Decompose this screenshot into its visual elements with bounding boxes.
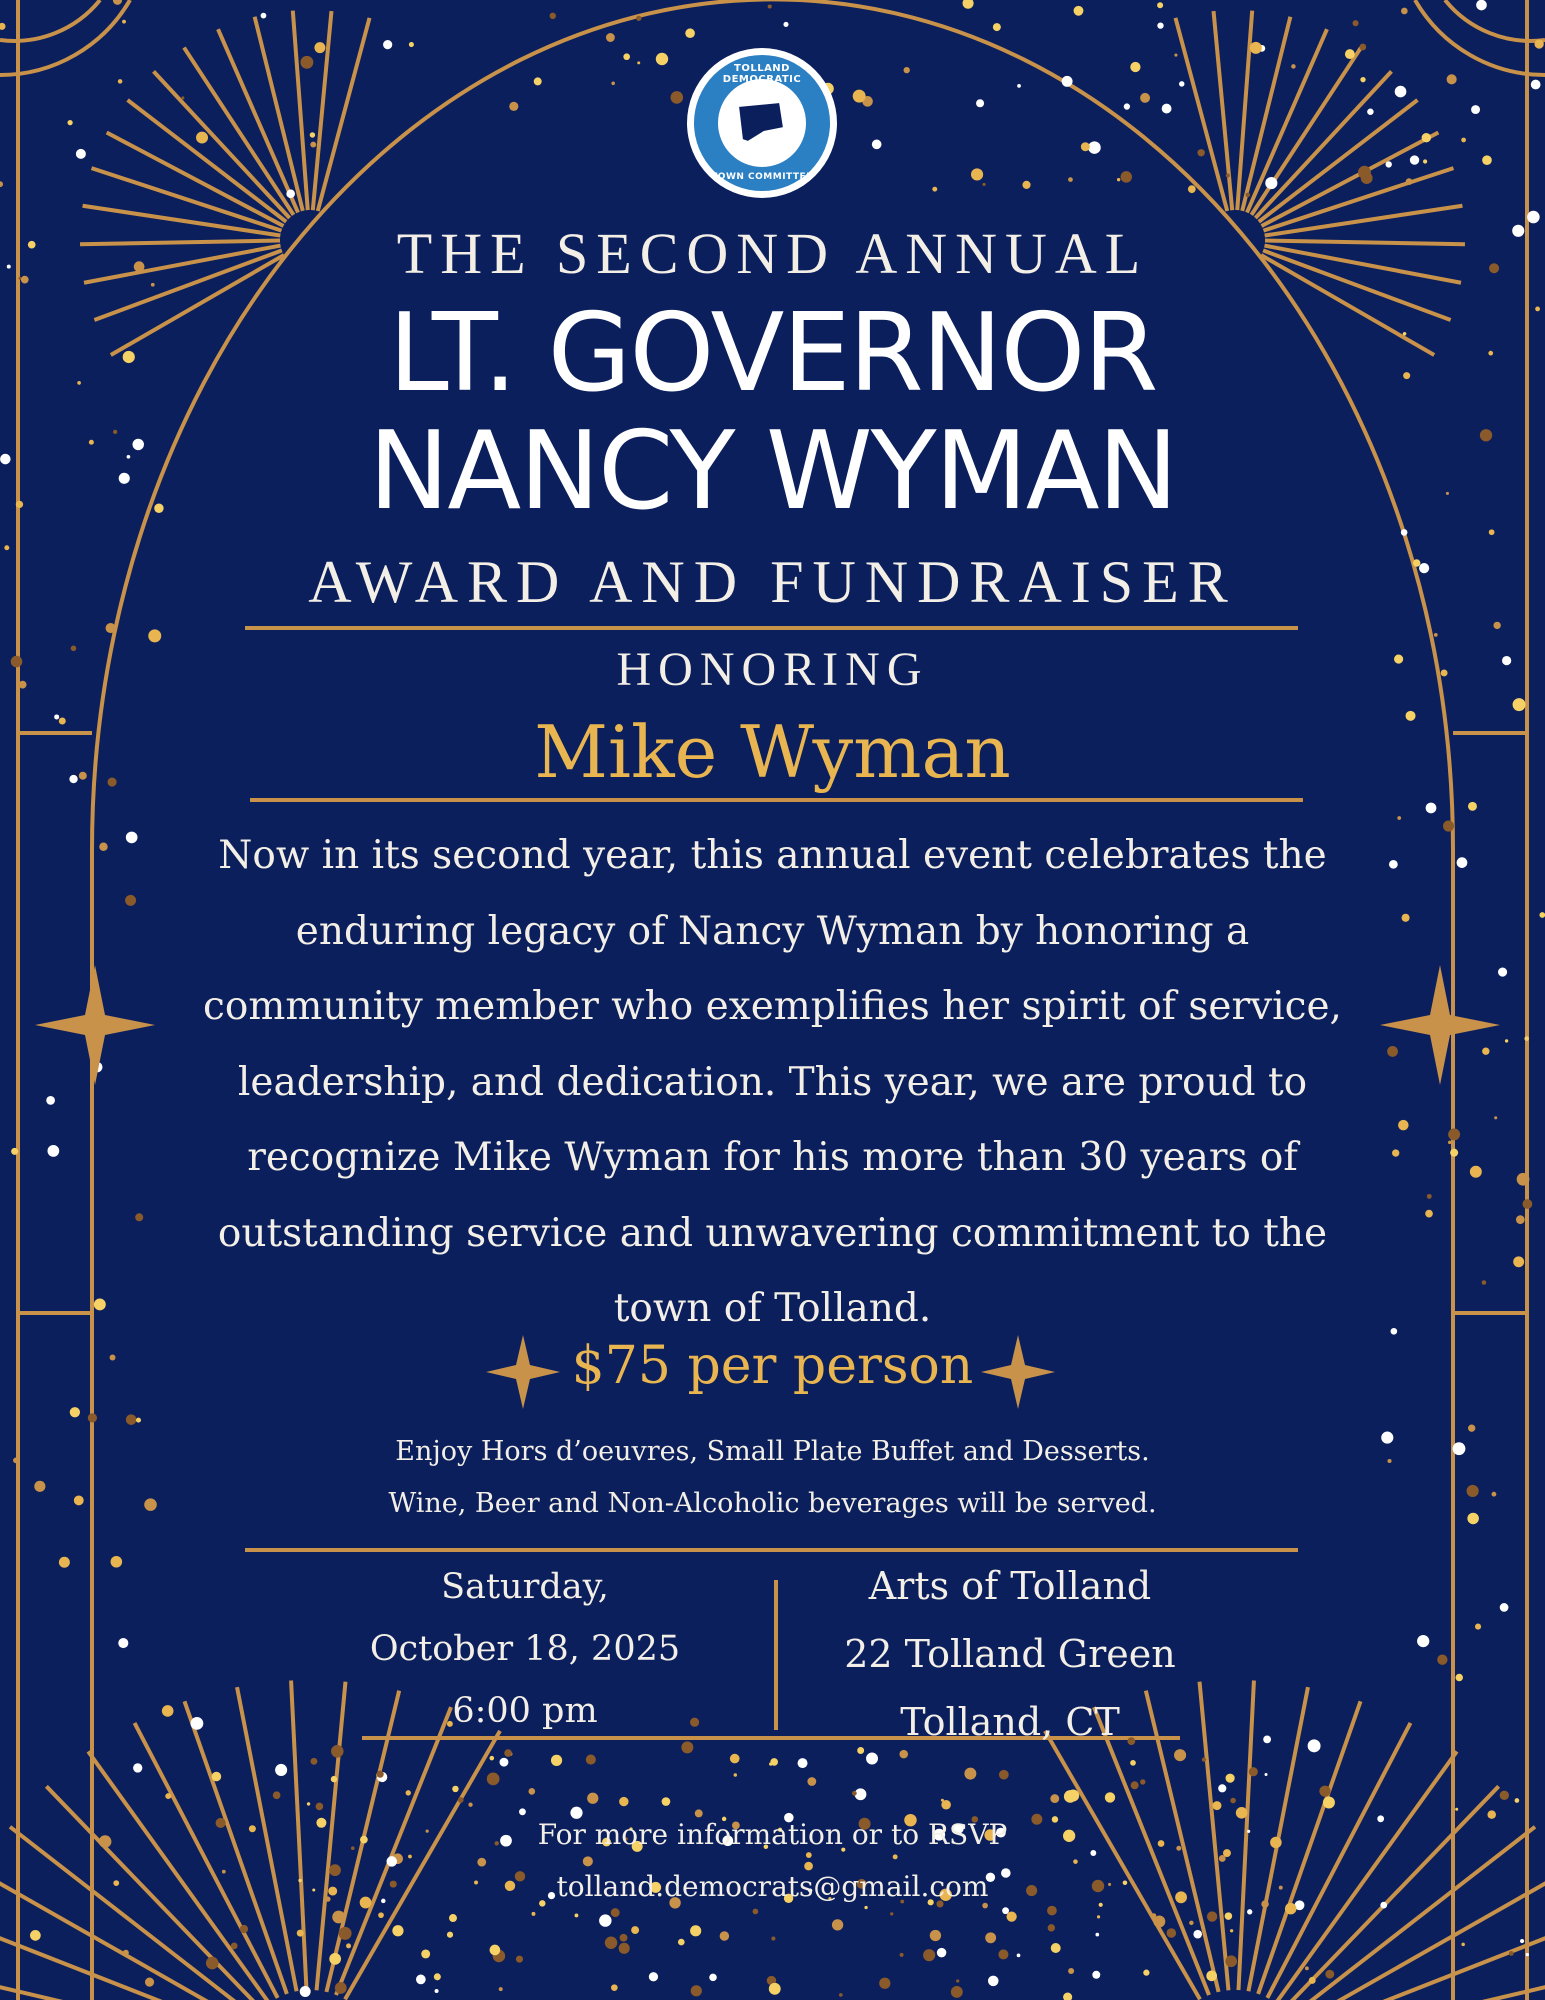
venue-street: 22 Tolland Green [844, 1632, 1176, 1676]
event-venue-block [810, 1552, 1210, 1756]
event-day: Saturday, [441, 1567, 609, 1607]
logo-top-text: TOLLAND DEMOCRATIC [722, 63, 802, 85]
connecticut-map-icon [734, 100, 790, 146]
menu-line-2: Wine, Beer and Non-Alcoholic beverages will be served. [388, 1488, 1157, 1519]
title-line-4: AWARD AND FUNDRAISER [308, 549, 1237, 615]
venue-name: Arts of Tolland [868, 1564, 1152, 1608]
event-time: 6:00 pm [452, 1691, 598, 1731]
ticket-price: $75 per person [571, 1336, 974, 1396]
event-date-block [330, 1556, 720, 1742]
logo-bottom-text: TOWN COMMITTEE [711, 172, 813, 182]
honoring-label: HONORING [616, 643, 929, 696]
rsvp-email[interactable]: tolland.democrats@gmail.com [556, 1870, 989, 1903]
honoree-name: Mike Wyman [534, 710, 1011, 794]
title-line-1: THE SECOND ANNUAL [396, 221, 1149, 286]
title-line-3: NANCY WYMAN [368, 409, 1177, 534]
event-date: October 18, 2025 [369, 1629, 681, 1669]
title-line-2: LT. GOVERNOR [388, 291, 1157, 416]
rsvp-label: For more information or to RSVP [537, 1818, 1008, 1851]
committee-logo [687, 48, 837, 198]
venue-city: Tolland, CT [900, 1700, 1120, 1744]
menu-line-1: Enjoy Hors d’oeuvres, Small Plate Buffet and Desserts. [395, 1436, 1150, 1467]
event-description: Now in its second year, this annual event celebrates the enduring legacy of Nancy Wyman by honoring a community member who exemplifies her spirit of service, leadership, and dedication. This year, we are proud to recognize Mike Wyman for his more than 30 years of outstanding service and unwavering commitment to the town of Tolland. [203, 833, 1342, 1331]
